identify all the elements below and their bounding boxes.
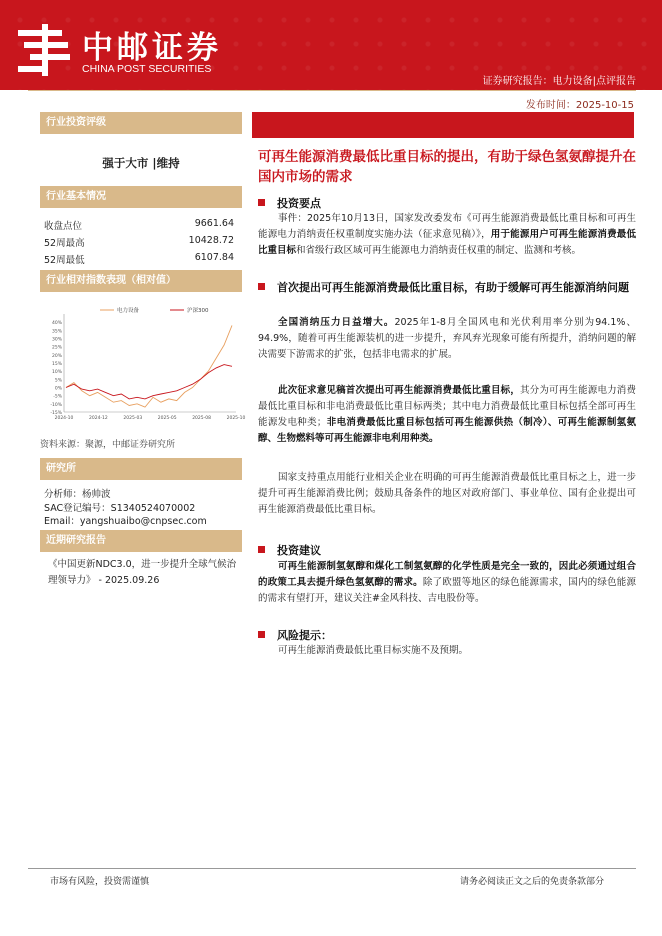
publish-date: 发布时间：2025-10-15 — [525, 100, 634, 111]
brand-name-cn: 中邮证券 — [82, 30, 222, 66]
footer-disclaimer-note: 请务必阅读正文之后的免责条款部分 — [459, 877, 604, 887]
basics-row — [44, 235, 234, 249]
paragraph: 可再生能源制氢氨醇和煤化工制氢氨醇的化学性质是完全一致的，因此必须通过组合的政策工具去提升绿色氢氨醇的需求。除了欧盟等地区的绿色能源需求，国内的绿色能源的需求有望打开，建议关注#金风科技、吉电股份等。 — [258, 561, 636, 604]
x-tick-label: 2025-10 — [226, 416, 246, 421]
relative-index-chart — [40, 300, 246, 425]
series-line — [66, 325, 232, 407]
report-title: 可再生能源消费最低比重目标的提出，有助于绿色氢氨醇提升在国内市场的需求 — [258, 149, 636, 185]
report-type: 证券研究报告：电力设备|点评报告 — [482, 76, 636, 87]
bullet-icon — [258, 199, 265, 206]
y-tick-label: 35% — [51, 329, 62, 335]
research-section-title: 研究所 — [40, 458, 242, 480]
y-tick-label: 5% — [54, 378, 62, 384]
title-accent-bar — [252, 112, 634, 138]
section-heading: 投资要点 — [258, 195, 321, 211]
china-post-logo-icon — [16, 22, 74, 78]
bullet-icon — [258, 283, 265, 290]
bullet-icon — [258, 546, 265, 553]
analyst-name: 分析师：杨帅波 — [44, 489, 111, 500]
chart-section-title: 行业相对指数表现（相对值） — [40, 270, 242, 292]
y-tick-label: 10% — [51, 370, 62, 376]
y-tick-label: -10% — [50, 402, 62, 408]
legend-label: 沪深300 — [187, 308, 209, 314]
x-tick-label: 2025-08 — [192, 416, 212, 421]
basics-section-title: 行业基本情况 — [40, 186, 242, 208]
bullet-icon — [258, 631, 265, 638]
legend-label: 电力设备 — [117, 308, 140, 314]
y-tick-label: 15% — [51, 362, 62, 367]
basics-value: 6107.84 — [194, 252, 234, 263]
basics-label: 52周最高 — [44, 238, 85, 249]
basics-row — [44, 252, 234, 266]
recent-report-link[interactable]: 《中国更新NDC3.0，进一步提升全球气候治理领导力》 - 2025.09.26 — [48, 559, 237, 586]
paragraph: 此次征求意见稿首次提出可再生能源消费最低比重目标，其分为可再生能源电力消费最低比重目标和非电消费最低比重目标两类；其中电力消费最低比重目标包括全部可再生能源发电种类；非电消费最低比重目标包括可再生能源供热（制冷）、可再生能源制氢氨醇、生物燃料等可再生能源非电利用种类。 — [258, 385, 636, 444]
y-tick-label: -5% — [53, 394, 62, 400]
paragraph: 国家支持重点用能行业相关企业在明确的可再生能源消费最低比重目标之上，进一步提升可再生能源消费比例；鼓励具备条件的地区对政府部门、事业单位、国有企业提出可再生能源消费最低比重目标。 — [258, 472, 636, 515]
footer-divider — [28, 868, 636, 869]
basics-value: 10428.72 — [188, 235, 234, 246]
analyst-email[interactable]: Email：yangshuaibo@cnpsec.com — [44, 516, 207, 527]
basics-row — [44, 218, 234, 232]
y-tick-label: 30% — [51, 337, 62, 343]
industry-rating: 强于大市 |维持 — [102, 156, 180, 170]
basics-value: 9661.64 — [194, 218, 234, 229]
section-heading: 首次提出可再生能源消费最低比重目标，有助于缓解可再生能源消纳问题 — [258, 280, 636, 296]
y-tick-label: 0% — [54, 386, 62, 392]
basics-label: 52周最低 — [44, 255, 85, 266]
paragraph: 全国消纳压力日益增大。2025年1-8月全国风电和光伏利用率分别为94.1%、94.9%，随着可再生能源装机的进一步提升，弃风弃光现象可能有所提升，消纳问题的解决需要下游需求的扩张，包括非电需求的扩展。 — [258, 317, 636, 360]
chart-source: 资料来源：聚源，中邮证券研究所 — [40, 440, 176, 450]
header-divider — [28, 90, 636, 91]
y-tick-label: 40% — [51, 321, 62, 327]
section-heading: 投资建议 — [258, 542, 321, 558]
y-tick-label: -15% — [50, 411, 62, 416]
footer-risk-note: 市场有风险，投资需谨慎 — [50, 877, 150, 887]
x-tick-label: 2024-12 — [88, 416, 108, 421]
basics-label: 收盘点位 — [44, 221, 83, 232]
recent-section-title: 近期研究报告 — [40, 530, 242, 552]
series-line — [66, 365, 232, 399]
brand-name-en: CHINA POST SECURITIES — [82, 63, 212, 75]
rating-section-title: 行业投资评级 — [40, 112, 242, 134]
section-heading: 风险提示： — [258, 627, 332, 643]
paragraph: 事件：2025年10月13日，国家发改委发布《可再生能源消费最低比重目标和可再生能源电力消纳责任权重制度实施办法（征求意见稿）》，用于能源用户可再生能源消费最低比重目标和省级行政区域可再生能源电力消纳责任权重的制定、监测和考核。 — [258, 213, 636, 256]
analyst-sac: SAC登记编号：S1340524070002 — [44, 503, 196, 514]
paragraph: 可再生能源消费最低比重目标实施不及预期。 — [278, 645, 469, 656]
x-tick-label: 2024-10 — [54, 416, 74, 421]
y-tick-label: 25% — [51, 345, 62, 351]
x-tick-label: 2025-05 — [157, 416, 177, 421]
y-tick-label: 20% — [51, 353, 62, 359]
x-tick-label: 2025-03 — [123, 416, 143, 421]
